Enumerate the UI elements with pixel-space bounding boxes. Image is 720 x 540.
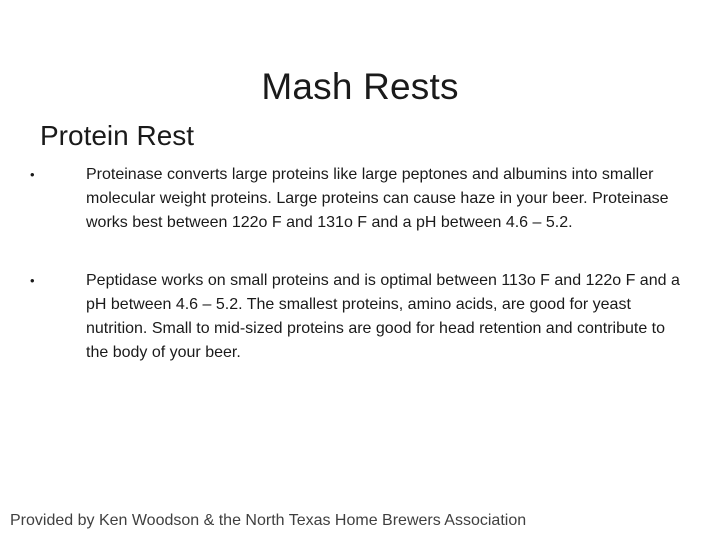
bullet-text-proteinase: Proteinase converts large proteins like large peptones and albumins into smaller molecular weight proteins. Large proteins can cause haze in your beer. Proteinase works best between 122o F and 131o F and a pH between 4.6 – 5.2. xyxy=(86,166,669,231)
bullet-marker: • xyxy=(30,167,35,182)
section-heading: Protein Rest xyxy=(40,120,195,151)
bullet-item-proteinase xyxy=(30,163,690,235)
bullet-list xyxy=(30,163,690,399)
footer-credit: Provided by Ken Woodson & the North Texas Home Brewers Association xyxy=(10,512,527,529)
slide-title: Mash Rests xyxy=(261,66,459,107)
bullet-marker: • xyxy=(30,273,35,288)
bullet-text-peptidase: Peptidase works on small proteins and is optimal between 113o F and 122o F and a pH between 4.6 – 5.2. The smallest proteins, amino acids, are good for yeast nutrition. Small to mid-sized proteins are good for head retention and contribute to the body of your beer. xyxy=(86,272,680,361)
bullet-item-peptidase xyxy=(30,269,690,365)
